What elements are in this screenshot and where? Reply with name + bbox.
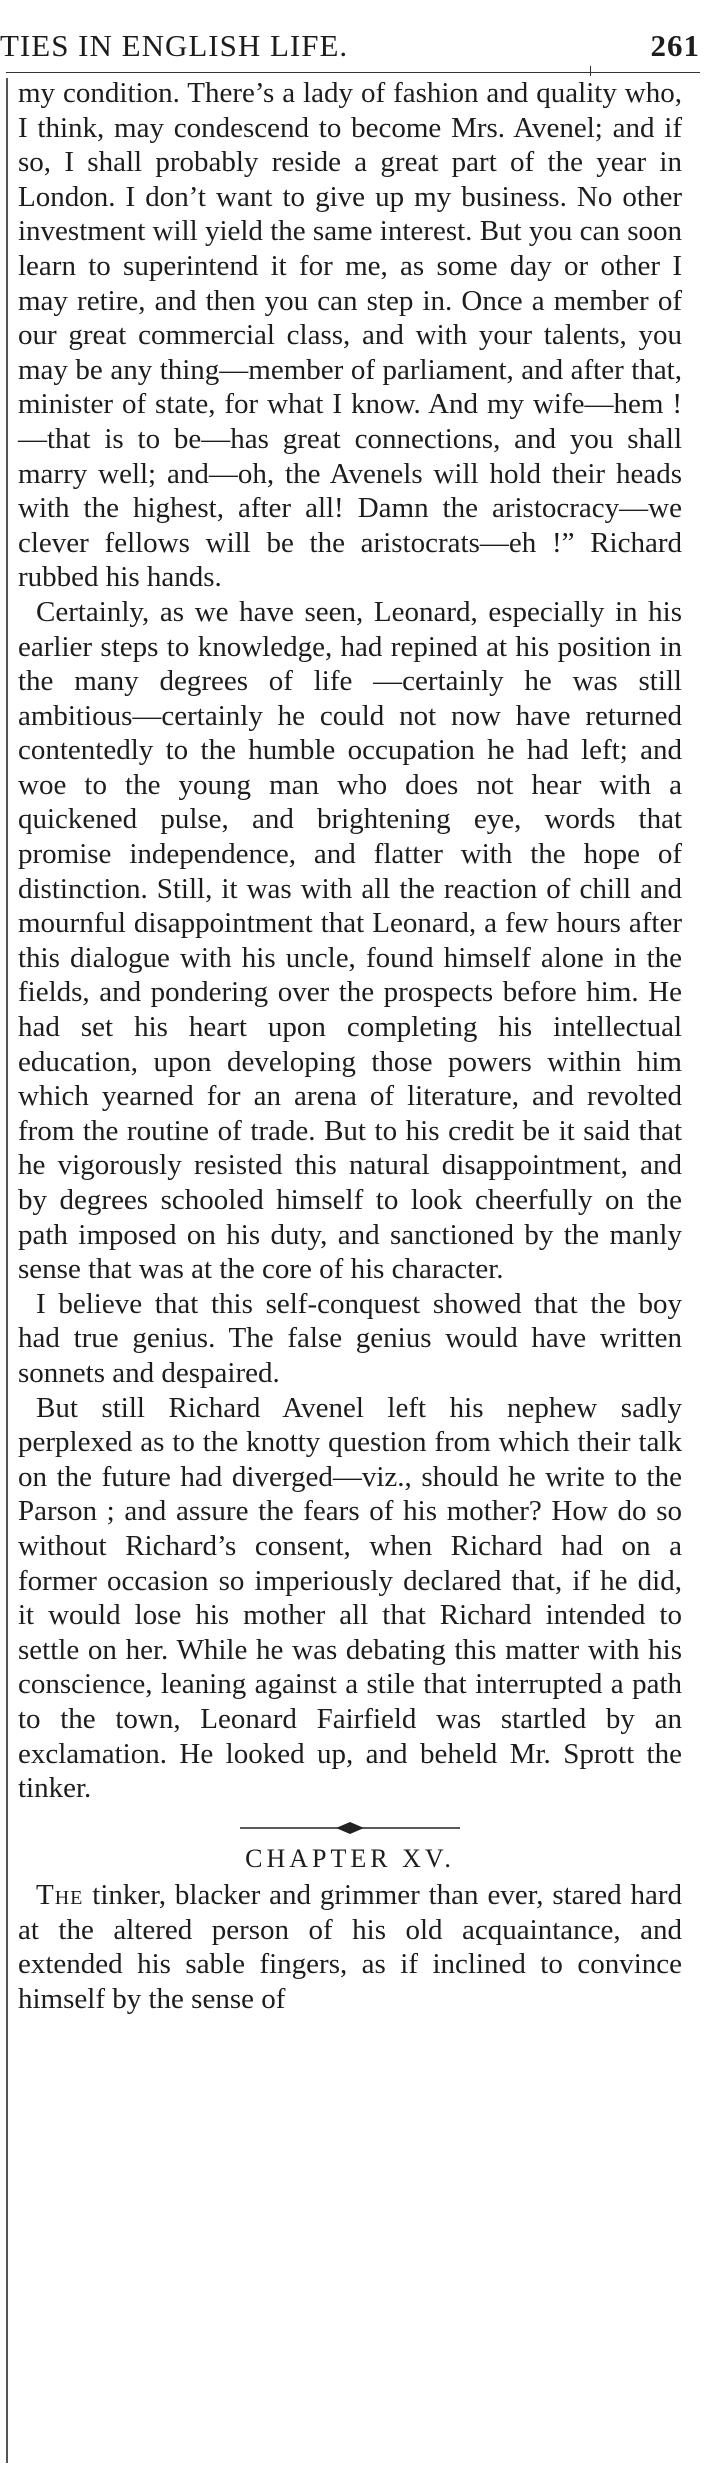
chapter-lead-word: The: [36, 1879, 84, 1912]
paragraph: Certainly, as we have seen, Leonard, especially in his earlier steps to knowledge, had repined at his position in the many degrees of life —certainly he was still ambitious—certainly he could not now have returned contentedly to the humble occupation he had left; and woe to the young man who does not hear with a quickened pulse, and brightening eye, words that promise independence, and flatter with the hope of distinction. Still, it was with all the reaction of chill and mournful disappointment that Leonard, a few hours after this dialogue with his uncle, found himself alone in the fields, and pondering over the prospects before him. He had set his heart upon completing his intellectual education, upon developing those powers within him which yearned for an arena of literature, and revolted from the routine of trade. But to his credit be it said that he vigorously resisted this natural disappointment, and by degrees schooled himself to look cheerfully on the path imposed on his duty, and sanctioned by the manly sense that was at the core of his character.: [18, 595, 682, 1286]
section-divider-ornament: [240, 1820, 460, 1836]
chapter-opening-text: tinker, blacker and grimmer than ever, stared hard at the altered person of his old acquaintance, and extended his sable fingers, as if inclined to convince himself by the sense of: [18, 1879, 682, 2016]
header-tick-mark: [590, 66, 591, 76]
page-header: [0, 28, 700, 68]
chapter-opening-paragraph: [18, 1878, 682, 2016]
column-margin-rule: [6, 78, 8, 2463]
text-column: [18, 76, 682, 2017]
page-number: 261: [650, 28, 700, 63]
paragraph: But still Richard Avenel left his nephew sadly perplexed as to the knotty question from which their talk on the future had diverged—viz., should he write to the Parson ; and assure the fears of his mother? How do so without Richard’s consent, when Richard had on a former occasion so imperiously declared that, if he did, it would lose his mother all that Richard intended to settle on her. While he was debating this matter with his conscience, leaning against a stile that interrupted a path to the town, Leonard Fairfield was startled by an exclamation. He looked up, and beheld Mr. Sprott the tinker.: [18, 1391, 682, 1805]
chapter-heading: CHAPTER XV.: [245, 1843, 455, 1873]
header-rule: [6, 72, 700, 73]
paragraph: I believe that this self-conquest showed that the boy had true genius. The false genius would have written sonnets and despaired.: [18, 1287, 682, 1389]
paragraph: my condition. There’s a lady of fashion and quality who, I think, may condescend to become Mrs. Avenel; and if so, I shall probably reside a great part of the year in London. I don’t want to give up my business. No other investment will yield the same interest. But you can soon learn to superintend it for me, as some day or other I may retire, and then you can step in. Once a member of our great commercial class, and with your talents, you may be any thing—member of parliament, and after that, minister of state, for what I know. And my wife—hem !—that is to be—has great connections, and you shall marry well; and—oh, the Avenels will hold their heads with the highest, after all! Damn the aristocracy—we clever fellows will be the aristocrats—eh !” Richard rubbed his hands.: [18, 77, 682, 594]
running-head: TIES IN ENGLISH LIFE.: [0, 28, 349, 63]
